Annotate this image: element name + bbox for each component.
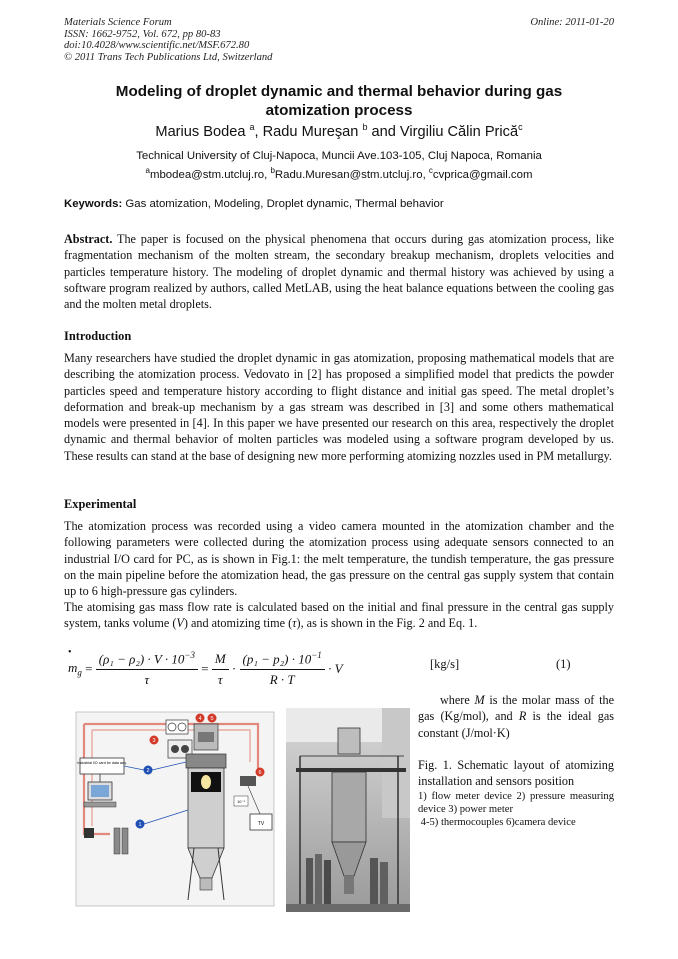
text-run: is the ideal gas constant (J/mol·K) bbox=[418, 709, 614, 740]
tundish-inner bbox=[198, 732, 214, 742]
title-line-2: atomization process bbox=[265, 102, 413, 119]
keyboard-icon bbox=[84, 802, 116, 807]
eq-dot: • bbox=[68, 647, 72, 659]
var-tau: τ bbox=[292, 616, 297, 631]
introduction-heading: Introduction bbox=[64, 329, 132, 343]
email-sup: b bbox=[270, 165, 275, 175]
eq-frac-3 bbox=[240, 650, 325, 688]
photo-wall bbox=[382, 708, 410, 818]
experimental-heading: Experimental bbox=[64, 497, 137, 511]
author-1-sup: a bbox=[249, 122, 255, 132]
scale-label: 10⁻¹ bbox=[237, 799, 245, 804]
vessel-body bbox=[332, 772, 366, 842]
eq-num-3-exp: −1 bbox=[311, 649, 322, 660]
schematic-diagram bbox=[70, 710, 282, 910]
vessel-outlet bbox=[344, 876, 354, 894]
experimental-paragraph-2 bbox=[64, 599, 614, 632]
abstract-label: Abstract. bbox=[64, 232, 113, 246]
eq-dot-op: · bbox=[228, 661, 240, 676]
text-run: is the molar mass of the gas (Kg/mol), and bbox=[418, 693, 614, 724]
email-sup: c bbox=[428, 165, 433, 175]
author-sep: and bbox=[367, 123, 400, 140]
photo-cylinder bbox=[370, 858, 378, 906]
running-header bbox=[64, 17, 272, 63]
eq-num-3: (p₁ − p₂) · 10 bbox=[242, 651, 312, 667]
text-run: ), as is shown in the Fig. 2 and Eq. 1. bbox=[296, 616, 478, 631]
marker-2-label: 2 bbox=[146, 768, 150, 774]
eq-den-3: R · T bbox=[269, 672, 295, 688]
email-a[interactable]: mbodea@stm.utcluj.ro, bbox=[149, 168, 271, 181]
tv-label: TV bbox=[257, 821, 265, 827]
text-run: where bbox=[440, 693, 475, 707]
title-line-1: Modeling of droplet dynamic and thermal behavior during gas bbox=[115, 83, 563, 100]
eq-equals: = bbox=[197, 661, 212, 676]
photo-cylinder bbox=[315, 854, 322, 906]
figure-caption-line-1: 1) flow meter device 2) pressure measuring device 3) power meter bbox=[418, 790, 614, 815]
affiliation-block bbox=[40, 149, 638, 182]
abstract-text: The paper is focused on the physical phenomena that occurs during gas atomization process, like fragmentation mechanism of the molten stream, the secondary breakup mechanism, droplets velocities and particles temperature history. The modeling of droplet dynamic and thermal history was achieved by using a software program realized by authors, called MetLAB, using the heat balance equations between the cooling gas and the molten metal droplets. bbox=[64, 232, 614, 312]
eq-num-1-exp: −3 bbox=[184, 649, 195, 660]
emails bbox=[40, 164, 638, 182]
text-run: The atomising gas mass flow rate is calculated based on the initial and final pressure in the central gas supply system, tanks volume ( bbox=[64, 600, 614, 631]
gauge-icon bbox=[168, 723, 176, 731]
abstract bbox=[64, 231, 614, 312]
eq-equals: = bbox=[81, 661, 96, 676]
eq-den-1: τ bbox=[144, 672, 150, 688]
author-list bbox=[40, 122, 638, 140]
meter-dial-icon bbox=[171, 745, 179, 753]
keywords-label: Keywords: bbox=[64, 198, 123, 210]
marker-3-label: 3 bbox=[152, 738, 156, 744]
eq-num-1: (ρ₁ − ρ₂) · V · 10 bbox=[98, 651, 185, 667]
author-2: Radu Mureşan bbox=[262, 123, 359, 140]
author-3: Virgiliu Călin Prică bbox=[399, 123, 519, 140]
marker-1-label: 1 bbox=[138, 822, 142, 828]
eq-units: [kg/s] bbox=[430, 657, 460, 671]
keywords bbox=[64, 198, 444, 210]
text-run: ) and atomizing time ( bbox=[183, 616, 293, 631]
var-m: M bbox=[474, 693, 485, 707]
figure-caption-title: Fig. 1. Schematic layout of atomizing installation and sensors position bbox=[418, 758, 614, 789]
email-b[interactable]: Radu.Muresan@stm.utcluj.ro, bbox=[274, 168, 429, 181]
eq-lhs bbox=[68, 647, 82, 678]
marker-4-label: 4 bbox=[198, 716, 202, 722]
issn: ISSN: 1662-9752, Vol. 672, pp 80-83 bbox=[64, 28, 221, 40]
atomization-head bbox=[186, 754, 226, 768]
schematic-svg bbox=[70, 710, 282, 910]
installation-photo bbox=[286, 708, 410, 912]
eq-m-sub: g bbox=[77, 667, 82, 678]
eq-den-2: τ bbox=[217, 671, 223, 687]
photo-cylinder bbox=[324, 860, 331, 906]
figure-caption bbox=[418, 757, 614, 829]
author-sep: , bbox=[254, 123, 263, 140]
copyright: © 2011 Trans Tech Publications Ltd, Switzerland bbox=[64, 51, 273, 63]
var-v: V bbox=[176, 616, 184, 631]
experimental-paragraph-1: The atomization process was recorded using a video camera mounted in the atomization chamber and the following parameters were collected during the atomization process using adequate sensors connected to an industrial I/O card for PC, as is shown in Fig.1: the melt temperature, the tundish temperature, the gas pressure on the main pipeline before the atomization head, the gas pressure on the central gas supply system that contain up to 6 high-pressure gas cylinders. bbox=[64, 519, 614, 599]
photo-svg bbox=[286, 708, 410, 912]
gauge-icon bbox=[178, 723, 186, 731]
io-card-label: Industrial I/O card for data acq. bbox=[77, 761, 127, 765]
photo-floor bbox=[286, 904, 410, 912]
monitor-screen bbox=[91, 785, 109, 797]
meter-dial-icon bbox=[181, 745, 189, 753]
var-r: R bbox=[518, 709, 527, 724]
doi: doi:10.4028/www.scientific.net/MSF.672.80 bbox=[64, 40, 250, 52]
email-sup: a bbox=[145, 165, 150, 175]
author-3-sup: c bbox=[518, 122, 523, 132]
vessel-top bbox=[338, 728, 360, 754]
keywords-text: Gas atomization, Modeling, Droplet dynamic, Thermal behavior bbox=[122, 198, 444, 210]
gas-cylinder bbox=[122, 828, 128, 854]
sensor-box bbox=[84, 828, 94, 838]
platform-rail bbox=[296, 768, 406, 772]
figure-caption-line-2: 4-5) thermocouples 6)camera device bbox=[418, 816, 576, 828]
eq-tail: · V bbox=[324, 661, 343, 676]
where-text bbox=[418, 692, 614, 741]
photo-cylinder bbox=[380, 862, 388, 906]
author-2-sup: b bbox=[362, 122, 368, 132]
eq-number: (1) bbox=[556, 657, 571, 671]
eq-frac-1 bbox=[96, 650, 198, 688]
equation-1 bbox=[68, 644, 343, 694]
eq-frac-2 bbox=[212, 651, 229, 688]
eq-num-2: M bbox=[212, 651, 229, 670]
journal-name: Materials Science Forum bbox=[64, 17, 172, 28]
author-1: Marius Bodea bbox=[155, 123, 246, 140]
marker-5-label: 5 bbox=[210, 716, 214, 722]
marker-6-label: 6 bbox=[258, 770, 262, 776]
online-date: Online: 2011-01-20 bbox=[530, 17, 614, 28]
camera-icon bbox=[240, 776, 256, 786]
introduction-text: Many researchers have studied the droplet dynamic in gas atomization, proposing mathematical models that are describing the atomization process. Vedovato in [2] has proposed a simplified model that predicts the powder particles speed and temperature history according to flight distance and initial gas speed. The metal droplet’s deformation and break-up mechanism by a gas stream was described in [3] and some others mathematical models were presented in [4]. In this paper we have presented our research on this area, respectively the droplet dynamic and thermal behavior of molten particles was modeled using a software program developed by us. These results can stand at the base of designing new more performing atomizing nozzles used in PM metallurgy. bbox=[64, 351, 614, 463]
eq-m: m bbox=[68, 660, 78, 676]
collector bbox=[200, 878, 212, 890]
affiliation: Technical University of Cluj-Napoca, Muncii Ave.103-105, Cluj Napoca, Romania bbox=[136, 150, 542, 162]
paper-title bbox=[40, 82, 638, 120]
email-c[interactable]: cvprica@gmail.com bbox=[432, 168, 533, 181]
photo-cylinder bbox=[306, 858, 313, 906]
gas-cylinder bbox=[114, 828, 120, 854]
spray-plume bbox=[201, 775, 211, 789]
